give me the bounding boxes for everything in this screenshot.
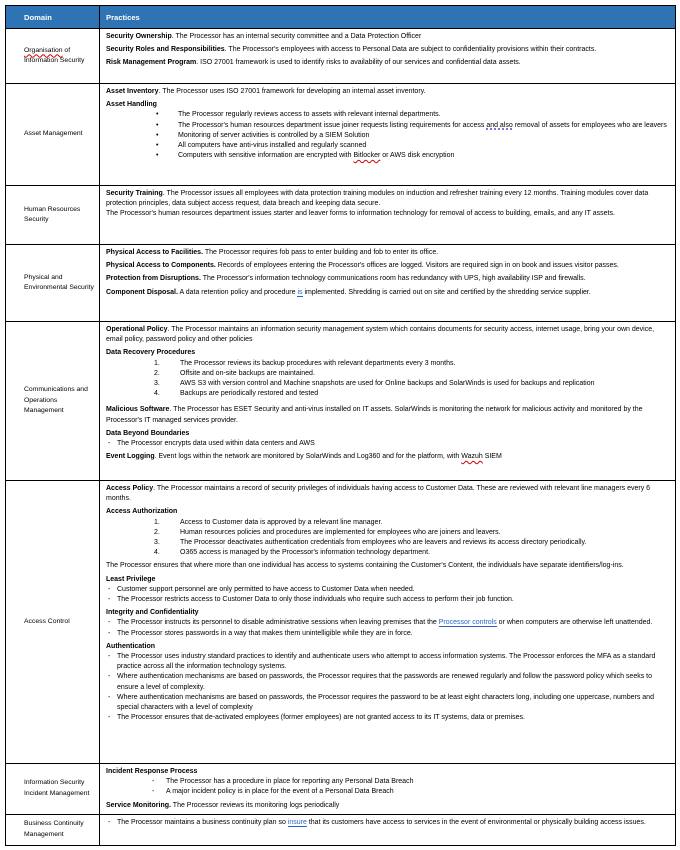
text-run: Human Resources Security <box>24 205 81 223</box>
text-run: The Processor instructs its personnel to disable administrative sessions when leaving premises that the <box>117 619 439 627</box>
text-run: The Processor reviews its monitoring logs periodically <box>170 801 340 809</box>
dash-marker-icon: - <box>108 585 111 593</box>
numbered-list <box>106 359 669 400</box>
table-row <box>6 764 676 815</box>
text-run: The Processor regularly reviews access to assets with relevant internal departments. <box>178 111 441 119</box>
text-run: . The Processor issues all employees with data protection training modules on induction and refresher training every 12 months. Training modules cover data protection principles, data subject access request, data breach and keeping data secure. <box>106 190 649 208</box>
dash-list <box>106 818 669 828</box>
text-run: Access Control <box>24 617 70 625</box>
bold-label: Incident Response Process <box>106 768 198 775</box>
paragraph <box>106 100 669 110</box>
domain-cell <box>6 29 100 84</box>
list-item <box>106 777 669 787</box>
bold-label: Access Policy <box>106 485 154 492</box>
list-item-text <box>178 110 669 120</box>
dash-list <box>106 439 669 449</box>
text-run: The Processor's human resources department issue joiner requests listing requirements for access <box>178 121 487 129</box>
bold-label: Security Training <box>106 190 163 197</box>
marked-text: and also <box>486 121 513 129</box>
text-run: Access to Customer data is approved by a relevant line manager. <box>180 518 383 526</box>
text-run: The Processor maintains a business continuity plan so <box>117 818 288 826</box>
list-item-text <box>117 585 669 595</box>
bold-label: Asset Inventory <box>106 88 159 95</box>
table-row <box>6 84 676 186</box>
domain-cell <box>6 764 100 815</box>
text-run: that its customers have access to services in the event of environmental or physically building access issues. <box>306 818 646 826</box>
practices-cell <box>100 84 676 186</box>
list-item-text <box>180 369 669 379</box>
numbered-list <box>106 518 669 559</box>
text-run: . The Processor's employees with access to Personal Data are subject to confidentiality provisions within their contracts. <box>224 46 597 54</box>
list-item <box>106 595 669 605</box>
paragraph <box>106 429 669 439</box>
text-run: Where authentication mechanisms are based on passwords, the Processor requires the password to be at least eight characters long, including one uppercase, numbers and special characters with a level of complexity <box>117 693 654 712</box>
text-run: The Processor ensures that where more than one individual has access to systems containing the Customer's Content, the individuals have separate identifiers/log-ins. <box>106 562 624 570</box>
dash-marker-icon: - <box>108 693 111 701</box>
text-run: The Processor's human resources department issues starter and leaver forms to information technology for removal of access to building, emails, and any IT assets. <box>106 210 615 218</box>
bullet-list <box>106 110 669 161</box>
bold-label: Integrity and Confidentiality <box>106 609 199 617</box>
text-run: Asset Management <box>24 130 83 138</box>
bullet-marker-icon: • <box>156 131 159 139</box>
bullet-marker-icon: • <box>156 152 159 160</box>
text-run: The Processor's information technology communications room has redundancy with UPS, high availability ISP and firewalls. <box>200 275 586 283</box>
bold-label: Asset Handling <box>106 101 157 109</box>
bold-label: Security Roles and Responsibilities <box>106 46 225 54</box>
domain-cell <box>6 84 100 186</box>
bold-label: Access Authorization <box>106 508 178 516</box>
table-row <box>6 186 676 245</box>
text-run: A data retention policy and procedure <box>177 288 298 296</box>
practices-cell <box>100 245 676 322</box>
text-run: . The Processor has ESET Security and anti-virus installed on IT assets. SolarWinds is monitoring the network for malicious activity and monitored by the Processor's IT managed services provider. <box>106 406 643 424</box>
text-run: The Processor stores passwords in a way that makes them unintelligible while they are in force. <box>117 629 413 637</box>
list-item-text <box>117 818 669 828</box>
paragraph <box>106 209 669 219</box>
text-run: The Processor deactivates authentication credentials from employees who are leavers and reviews its access directory periodically. <box>180 539 587 547</box>
text-run: Information Security Incident Management <box>24 779 90 797</box>
bold-label: Physical Access to Facilities. <box>106 249 204 256</box>
text-run: . The Processor has an internal security committee and a Data Protection Officer <box>171 33 422 40</box>
dash-marker-icon: - <box>108 629 111 637</box>
list-item <box>106 439 669 449</box>
number-marker: 4. <box>154 390 160 398</box>
list-item-text <box>180 359 669 369</box>
list-item <box>106 359 669 369</box>
paragraph <box>106 288 669 298</box>
paragraph <box>106 767 669 777</box>
text-run: implemented. Shredding is carried out on site and certified by the shredding service supplier. <box>302 288 591 296</box>
paragraph <box>106 405 669 425</box>
number-marker: 2. <box>154 528 160 536</box>
list-item <box>106 787 669 797</box>
text-run: The Processor has a procedure in place for reporting any Personal Data Breach <box>166 778 414 786</box>
list-item-text <box>180 528 669 538</box>
paragraph <box>106 274 669 284</box>
table-body <box>6 29 676 846</box>
list-item <box>106 110 669 120</box>
list-item <box>106 693 669 713</box>
list-item-text <box>178 131 669 141</box>
text-run: . Event logs within the network are monitored by SolarWinds and Log360 and for the platform, with <box>154 453 462 461</box>
marked-text: Bitlocker <box>353 152 381 160</box>
marked-text: insure <box>287 818 307 826</box>
dash-marker-icon: - <box>108 619 111 627</box>
text-run: Communications and Operations Management <box>24 386 88 415</box>
text-run: Monitoring of server activities is controlled by a SIEM Solution <box>178 131 370 139</box>
list-item <box>106 538 669 548</box>
text-run: The Processor restricts access to Customer Data to only those individuals who require such access to perform their job function. <box>117 596 514 604</box>
dash-marker-icon: - <box>152 778 155 786</box>
text-run: or when computers are otherwise left unattended. <box>496 619 653 627</box>
bold-label: Data Beyond Boundaries <box>106 429 190 437</box>
table-header-row <box>6 6 676 29</box>
dash-marker-icon: - <box>108 714 111 722</box>
text-run: The Processor encrypts data used within data centers and AWS <box>117 440 315 448</box>
domain-cell <box>6 814 100 845</box>
list-item-text <box>117 439 669 449</box>
paragraph <box>106 642 669 652</box>
paragraph <box>106 608 669 618</box>
paragraph <box>106 801 669 811</box>
dash-list <box>106 585 669 605</box>
dash-marker-icon: - <box>108 440 111 448</box>
bold-label: Component Disposal. <box>106 288 178 296</box>
dash-marker-icon: - <box>108 818 111 826</box>
marked-text: Wazuh <box>461 453 483 461</box>
paragraph <box>106 261 669 271</box>
text-run: . The Processor maintains a record of security privileges of individuals having access to Customer Data. These are reviewed with relevant line managers every 6 months. <box>106 485 651 503</box>
domain-cell <box>6 481 100 764</box>
dash-list <box>106 777 669 797</box>
paragraph <box>106 325 669 345</box>
list-item-text <box>180 379 669 389</box>
domain-cell <box>6 322 100 481</box>
number-marker: 3. <box>154 380 160 388</box>
text-run: or AWS disk encryption <box>380 152 455 160</box>
paragraph <box>106 561 669 571</box>
list-item-text <box>117 595 669 605</box>
number-marker: 3. <box>154 539 160 547</box>
text-run: AWS S3 with version control and Machine snapshots are used for Online backups and SolarWinds is used for backups and replication <box>180 380 595 388</box>
text-run: Backups are periodically restored and tested <box>180 390 319 398</box>
list-item-text <box>166 787 669 797</box>
text-run: SIEM <box>482 453 502 461</box>
dash-marker-icon: - <box>108 596 111 604</box>
list-item <box>106 629 669 639</box>
dash-marker-icon: - <box>108 653 111 661</box>
practices-cell <box>100 29 676 84</box>
paragraph <box>106 58 669 68</box>
list-item-text <box>178 121 669 131</box>
column-header-domain: Domain <box>6 6 100 29</box>
dash-list <box>106 652 669 723</box>
list-item <box>106 818 669 828</box>
list-item <box>106 151 669 161</box>
paragraph <box>106 45 669 55</box>
security-practices-table <box>5 5 676 846</box>
text-run: All computers have anti-virus installed and regularly scanned <box>178 142 367 150</box>
practices-cell <box>100 814 676 845</box>
column-header-practices: Practices <box>100 6 676 29</box>
bold-label: Operational Policy <box>106 326 168 333</box>
list-item-text <box>178 141 669 151</box>
practices-cell <box>100 186 676 245</box>
paragraph <box>106 507 669 517</box>
text-run: Customer support personnel are only permitted to have access to Customer Data when needed. <box>117 585 415 593</box>
table-row <box>6 481 676 764</box>
list-item <box>106 369 669 379</box>
table-row <box>6 322 676 481</box>
text-run: Records of employees entering the Processor's offices are logged. Visitors are required sign in on book and issues visitor passes. <box>215 262 619 270</box>
list-item <box>106 528 669 538</box>
paragraph <box>106 348 669 358</box>
practices-cell <box>100 322 676 481</box>
marked-text: Organisation <box>24 46 63 54</box>
domain-cell <box>6 245 100 322</box>
bullet-marker-icon: • <box>156 111 159 119</box>
marked-text: is <box>297 288 303 296</box>
number-marker: 4. <box>154 549 160 557</box>
list-item-text <box>180 389 669 399</box>
paragraph <box>106 484 669 504</box>
list-item <box>106 379 669 389</box>
paragraph <box>106 575 669 585</box>
list-item <box>106 672 669 692</box>
text-run: Physical and Environmental Security <box>24 273 94 291</box>
list-item-text <box>117 618 669 628</box>
text-run: Computers with sensitive information are encrypted with <box>178 152 354 160</box>
bullet-marker-icon: • <box>156 142 159 150</box>
list-item-text <box>117 713 669 723</box>
text-run: O365 access is managed by the Processor's information technology department. <box>180 549 430 557</box>
bold-label: Data Recovery Procedures <box>106 349 196 357</box>
dash-list <box>106 618 669 638</box>
dash-marker-icon: - <box>152 788 155 796</box>
text-run: . ISO 27001 framework is used to identify risks to availability of our services and confidential data assets. <box>196 59 521 67</box>
text-run: The Processor reviews its backup procedures with relevant departments every 3 months. <box>180 359 456 367</box>
number-marker: 1. <box>154 359 160 367</box>
text-run: Where authentication mechanisms are based on passwords, the Processor requires that the passwords are renewed regularly and follow the password policy which seeks to ensure a level of complexity. <box>117 673 652 691</box>
list-item-text <box>180 538 669 548</box>
bold-label: Service Monitoring. <box>106 801 171 809</box>
list-item <box>106 652 669 672</box>
table-row <box>6 245 676 322</box>
practices-cell <box>100 481 676 764</box>
bold-label: Protection from Disruptions. <box>106 275 201 283</box>
text-run: removal of assets for employees who are leavers <box>512 121 667 129</box>
paragraph <box>106 248 669 258</box>
table-row <box>6 29 676 84</box>
list-item-text <box>180 518 669 528</box>
domain-cell <box>6 186 100 245</box>
list-item <box>106 141 669 151</box>
list-item-text <box>117 652 669 672</box>
list-item <box>106 548 669 558</box>
text-run: . The Processor maintains an information security management system which contains documents for security access, internet usage, bring your own device, email policy, password policy and other policies <box>106 326 655 344</box>
bold-label: Risk Management Program <box>106 59 197 67</box>
bold-label: Malicious Software <box>106 406 170 414</box>
list-item-text <box>117 693 669 713</box>
bold-label: Security Ownership <box>106 33 172 40</box>
bold-label: Least Privilege <box>106 575 156 583</box>
text-run: Offsite and on-site backups are maintained. <box>180 369 315 377</box>
list-item-text <box>166 777 669 787</box>
practices-cell <box>100 764 676 815</box>
paragraph <box>106 87 669 97</box>
list-item <box>106 389 669 399</box>
list-item <box>106 518 669 528</box>
number-marker: 2. <box>154 369 160 377</box>
text-run: of Information Security <box>24 46 85 64</box>
list-item-text <box>178 151 669 161</box>
list-item <box>106 121 669 131</box>
marked-text: Processor controls <box>438 619 497 627</box>
bold-label: Event Logging <box>106 453 155 461</box>
table-row <box>6 814 676 845</box>
list-item <box>106 618 669 628</box>
bold-label: Physical Access to Components. <box>106 262 216 270</box>
list-item <box>106 131 669 141</box>
paragraph <box>106 32 669 42</box>
text-run: Business Continuity Management <box>24 820 84 838</box>
list-item-text <box>180 548 669 558</box>
list-item-text <box>117 672 669 692</box>
list-item <box>106 713 669 723</box>
bullet-marker-icon: • <box>156 121 159 129</box>
text-run: . The Processor uses ISO 27001 framework for developing an internal asset inventory. <box>158 88 426 95</box>
paragraph <box>106 189 669 209</box>
text-run: Human resources policies and procedures are implemented for employees who are joiners and leavers. <box>180 528 501 536</box>
text-run: The Processor requires fob pass to enter building and fob to enter its office. <box>203 249 439 256</box>
text-run: The Processor uses industry standard practices to identify and authenticate users who attempt to access information systems. The Processor enforces the MFA as a standard practice across all the information technology systems. <box>117 653 656 671</box>
dash-marker-icon: - <box>108 673 111 681</box>
text-run: The Processor ensures that de-activated employees (former employees) are not granted access to its IT systems, data or premises. <box>117 714 525 722</box>
bold-label: Authentication <box>106 642 155 650</box>
list-item-text <box>117 629 669 639</box>
list-item <box>106 585 669 595</box>
paragraph <box>106 452 669 462</box>
number-marker: 1. <box>154 518 160 526</box>
text-run: A major incident policy is in place for the event of a Personal Data Breach <box>166 788 394 796</box>
